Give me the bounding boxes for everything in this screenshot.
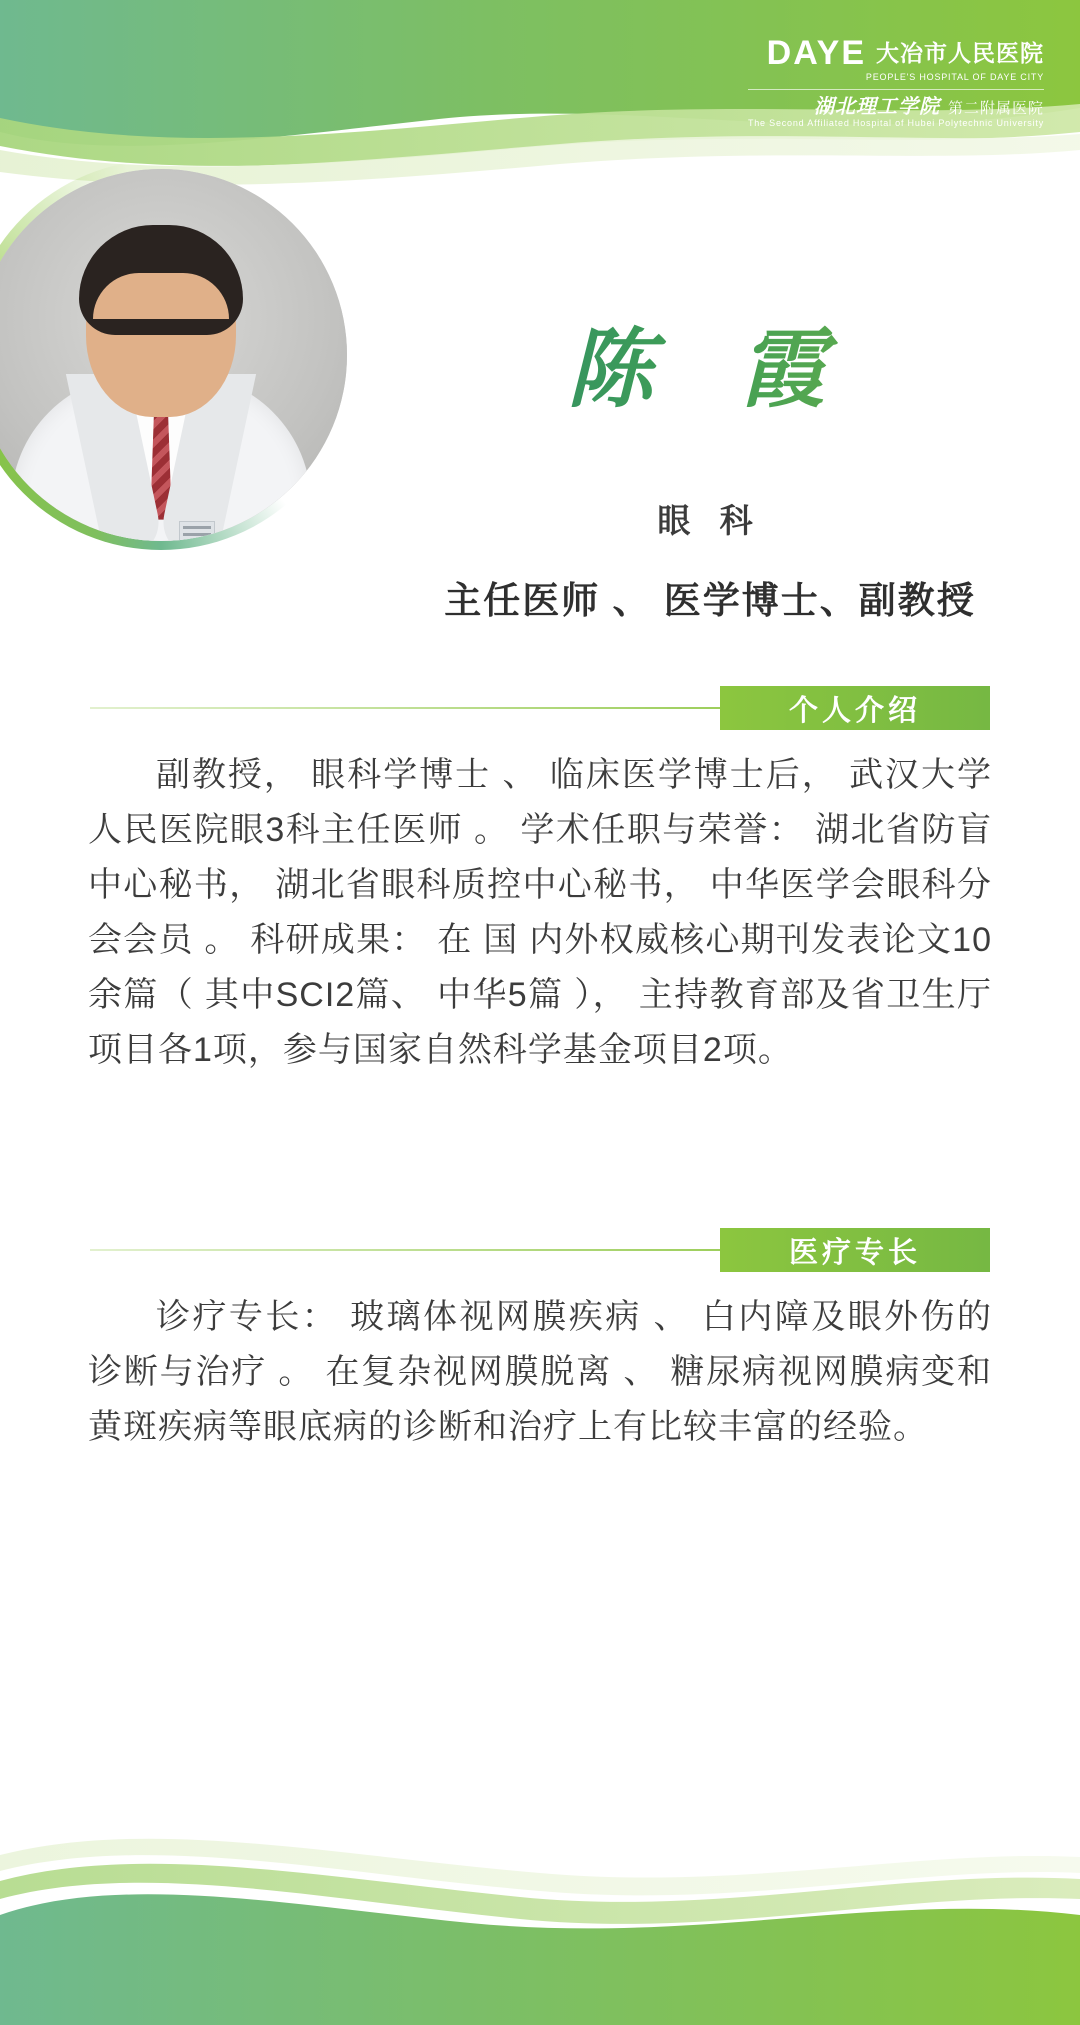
- doctor-name: 陈 霞: [390, 300, 1030, 424]
- section-rule: [90, 1249, 720, 1251]
- hospital-name-en: PEOPLE'S HOSPITAL OF DAYE CITY: [865, 72, 1044, 82]
- coat-badge-icon: [179, 521, 215, 541]
- section-body-intro: 副教授， 眼科学博士 、 临床医学博士后， 武汉大学人民医院眼3科主任医师 。 学术任职与荣誉： 湖北省防盲中心秘书， 湖北省眼科质控中心秘书， 中华医学会眼科分会会员 。 科研成果： 在 国 内外权威核心期刊发表论文10余篇（ 其中SCI2篇、 中华5篇 ）， 主持教育部及省卫生厅项目各1项，参与国家自然科学基金项目2项。: [88, 756, 992, 1070]
- doctor-portrait: [0, 169, 347, 541]
- doctor-titles: 主任医师 、 医学博士、副教授: [444, 580, 976, 621]
- university-name-en: The Second Affiliated Hospital of Hubei Polytechnic University: [747, 118, 1044, 128]
- doctor-portrait-frame: [0, 160, 356, 550]
- section-header-intro: [90, 686, 990, 730]
- affiliate-name-cn: 第二附属医院: [947, 100, 1044, 117]
- section-tag-expertise: 医疗专长: [720, 1228, 990, 1272]
- logo-divider: [748, 89, 1044, 90]
- logo-wordmark: DAYE: [766, 34, 866, 72]
- section-rule: [90, 707, 720, 709]
- section-tag-intro: 个人介绍: [720, 686, 990, 730]
- university-name-cn: 湖北理工学院: [813, 94, 940, 118]
- bottom-decorative-band: [0, 1795, 1080, 2025]
- hospital-name-cn: 大冶市人民医院: [876, 39, 1044, 66]
- logo-secondary-row: [748, 96, 1044, 116]
- section-header-expertise: [90, 1228, 990, 1272]
- hospital-logo: [748, 36, 1044, 128]
- section-body-expertise: 诊疗专长： 玻璃体视网膜疾病 、 白内障及眼外伤的诊断与治疗 。 在复杂视网膜脱离 、 糖尿病视网膜病变和黄斑疾病等眼底病的诊断和治疗上有比较丰富的经验。: [88, 1298, 992, 1447]
- bottom-wave-graphic: [0, 1795, 1080, 2025]
- doctor-department: 眼 科: [657, 502, 763, 539]
- logo-primary-row: [748, 36, 1044, 70]
